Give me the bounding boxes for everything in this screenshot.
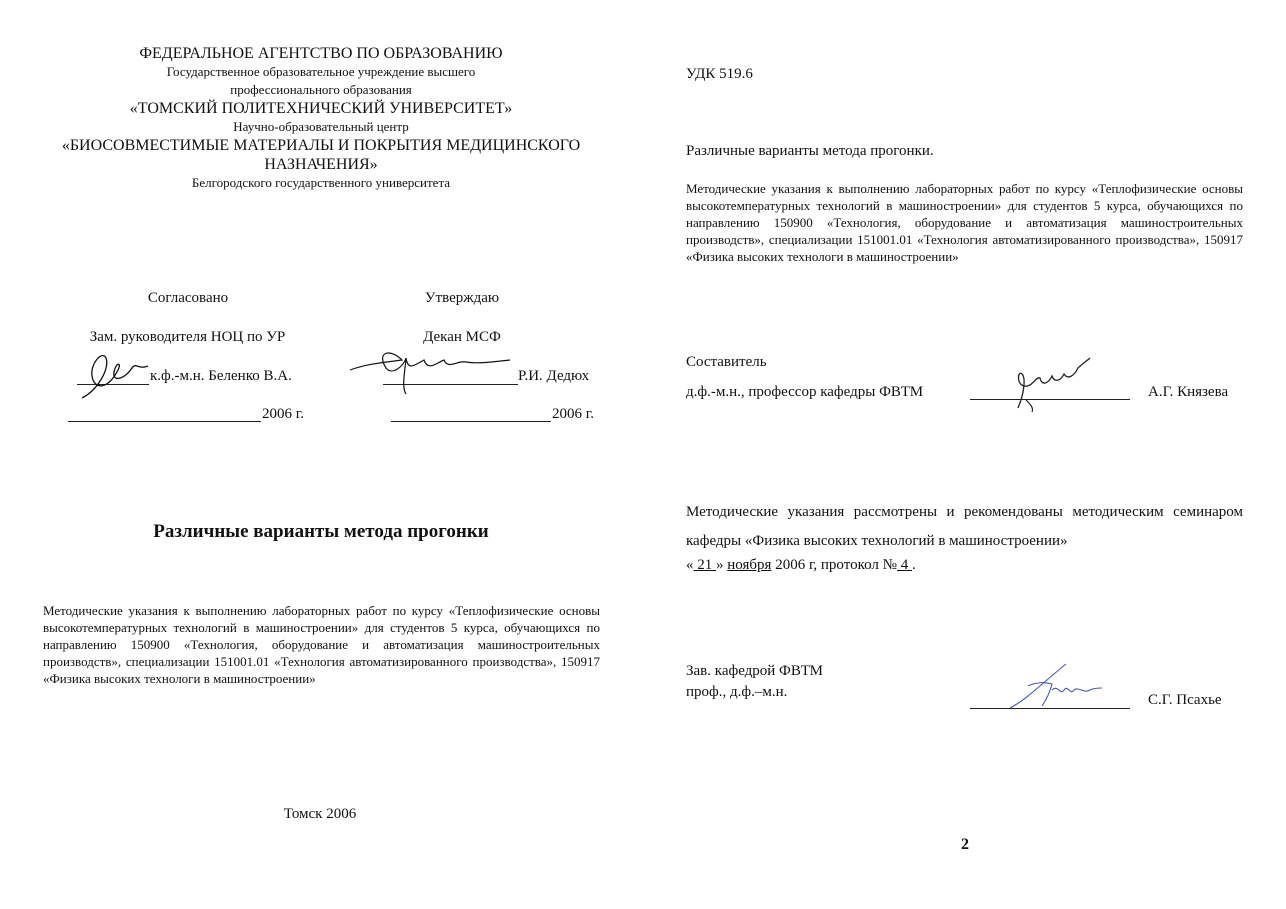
confirm-date-line [391, 421, 551, 422]
protocol-open: « [686, 557, 694, 573]
compiler-position: д.ф.-м.н., профессор кафедры ФВТМ [686, 384, 924, 400]
compiler-signature [1010, 354, 1094, 414]
protocol-month: ноября [727, 557, 772, 573]
protocol-mid: 2006 г, протокол № [771, 557, 897, 573]
left-document-title: Различные варианты метода прогонки [153, 521, 489, 542]
confirm-position: Декан МСФ [423, 329, 501, 345]
approved-name: к.ф.-м.н. Беленко В.А. [150, 368, 292, 384]
confirm-signature [346, 342, 516, 398]
header-line-6: «БИОСОВМЕСТИМЫЕ МАТЕРИАЛЫ И ПОКРЫТИЯ МЕДИЦИНСКОГО [61, 137, 581, 154]
header-line-5: Научно-образовательный центр [233, 119, 409, 134]
approved-signature [78, 350, 156, 404]
protocol-day: 21 [693, 557, 716, 573]
head-label: Зав. кафедрой ФВТМ [686, 663, 824, 679]
compiler-name: А.Г. Князева [1148, 384, 1229, 400]
protocol-number: 4 [896, 557, 912, 573]
header-line-7: НАЗНАЧЕНИЯ» [264, 156, 378, 173]
header-line-3: профессионального образования [230, 82, 412, 97]
institution-header [40, 44, 602, 192]
head-signature [1006, 660, 1106, 714]
udk: УДК 519.6 [686, 66, 753, 82]
approved-position: Зам. руководителя НОЦ по УР [89, 329, 286, 345]
right-description: Методические указания к выполнению лабораторных работ по курсу «Теплофизические основы высокотемпературных технологий в машиностроении» для студентов 5 курса, обучающихся по направлению 150900 «Технология, оборудование и автоматизация машиностроительных производств», специализации 151001.01 «Технология автоматизированного производства», 150917 «Физика высоких технологи в машиностроении» [686, 181, 1243, 264]
header-line-2: Государственное образовательное учреждение высшего [166, 64, 476, 79]
compiler-label: Составитель [686, 354, 767, 370]
head-name: С.Г. Псахье [1148, 692, 1222, 708]
city-year: Томск 2006 [283, 806, 357, 822]
left-description: Методические указания к выполнению лабораторных работ по курсу «Теплофизические основы высокотемпературных технологий в машиностроении» для студентов 5 курса, обучающихся по направлению 150900 «Технология, оборудование и автоматизация машиностроительных производств», специализации 151001.01 «Технология автоматизированного производства», 150917 «Физика высоких технологи в машиностроении» [43, 603, 600, 686]
header-line-8: Белгородского государственного университета [191, 175, 451, 190]
confirm-name: Р.И. Дедюх [518, 368, 590, 384]
approved-date-line [68, 421, 261, 422]
confirm-year: 2006 г. [552, 406, 594, 422]
protocol-close: » [716, 557, 724, 573]
head-degree: проф., д.ф.–м.н. [686, 684, 788, 700]
protocol-line [686, 556, 916, 574]
header-line-4: «ТОМСКИЙ ПОЛИТЕХНИЧЕСКИЙ УНИВЕРСИТЕТ» [129, 100, 513, 117]
confirm-label: Утверждаю [424, 290, 500, 306]
approved-label: Согласовано [147, 290, 229, 306]
approved-year: 2006 г. [262, 406, 304, 422]
right-title: Различные варианты метода прогонки. [686, 143, 934, 159]
header-line-1: ФЕДЕРАЛЬНОЕ АГЕНТСТВО ПО ОБРАЗОВАНИЮ [139, 45, 503, 62]
page-number: 2 [961, 836, 969, 853]
protocol-end: . [911, 557, 916, 573]
review-text: Методические указания рассмотрены и рекомендованы методическим семинаром кафедры «Физика высоких технологий в машиностроении» [686, 504, 1243, 549]
